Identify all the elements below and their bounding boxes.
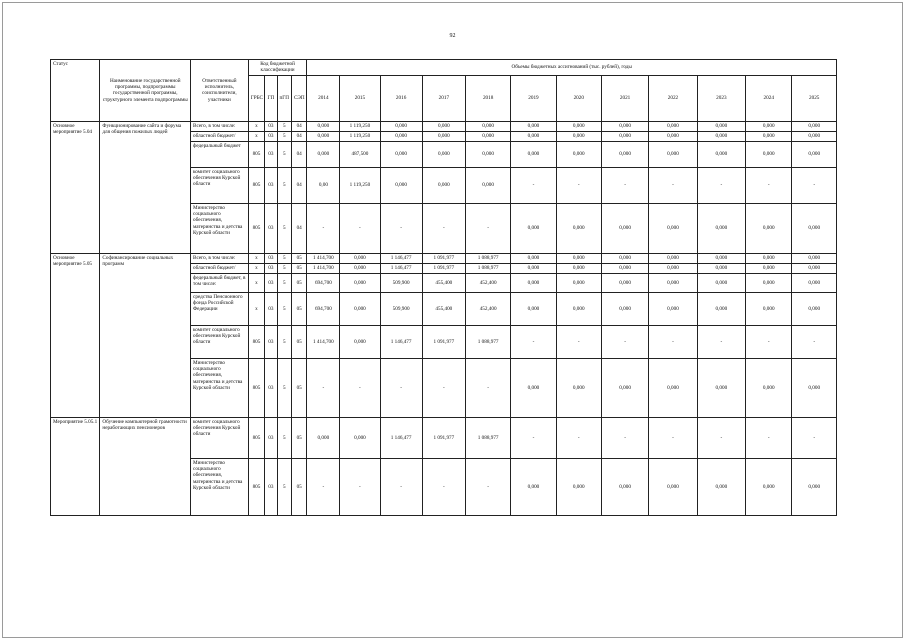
responsible-cell: комитет социального обеспечения Курской области: [191, 167, 249, 203]
amount-cell: 0,000: [649, 121, 697, 131]
code-cell: 05: [291, 358, 306, 417]
amount-cell: 0,000: [792, 273, 837, 292]
amount-cell: 1 091,977: [422, 325, 465, 358]
amount-cell: 0,000: [340, 263, 380, 273]
amount-cell: 0,000: [511, 121, 556, 131]
amount-cell: 694,700: [307, 292, 340, 325]
header-sep: СЭП: [291, 75, 306, 121]
amount-cell: 0,000: [792, 203, 837, 253]
amount-cell: 0,000: [746, 458, 792, 515]
code-cell: 805: [248, 203, 264, 253]
amount-cell: 0,000: [746, 273, 792, 292]
amount-cell: 0,000: [697, 292, 745, 325]
section-status: Мероприятие 5.05.1: [51, 417, 100, 515]
header-year: 2024: [746, 75, 792, 121]
amount-cell: 0,000: [746, 131, 792, 141]
amount-cell: 0,000: [307, 417, 340, 458]
code-cell: x: [248, 273, 264, 292]
amount-cell: -: [422, 458, 465, 515]
code-cell: 05: [291, 273, 306, 292]
amount-cell: -: [511, 325, 556, 358]
header-year: 2021: [601, 75, 648, 121]
code-cell: 03: [265, 131, 277, 141]
amount-cell: -: [556, 325, 601, 358]
header-year: 2014: [307, 75, 340, 121]
amount-cell: 0,000: [746, 358, 792, 417]
responsible-cell: Всего, в том числе:: [191, 121, 249, 131]
amount-cell: 0,000: [601, 253, 648, 263]
amount-cell: 0,000: [649, 141, 697, 167]
amount-cell: -: [556, 167, 601, 203]
amount-cell: 0,000: [697, 203, 745, 253]
amount-cell: 487,500: [340, 141, 380, 167]
code-cell: 5: [277, 131, 291, 141]
amount-cell: 0,000: [307, 131, 340, 141]
amount-cell: 1 146,477: [380, 417, 422, 458]
amount-cell: 452,400: [465, 273, 510, 292]
amount-cell: 0,000: [697, 263, 745, 273]
amount-cell: 0,000: [380, 121, 422, 131]
code-cell: 5: [277, 417, 291, 458]
amount-cell: 0,000: [422, 167, 465, 203]
amount-cell: 0,000: [601, 358, 648, 417]
section-name: Функционирование сайта и форума для общения пожилых людей: [100, 121, 191, 253]
amount-cell: -: [422, 203, 465, 253]
amount-cell: 1 146,477: [380, 263, 422, 273]
code-cell: 03: [265, 263, 277, 273]
code-cell: 03: [265, 167, 277, 203]
amount-cell: 1 091,977: [422, 253, 465, 263]
amount-cell: -: [556, 417, 601, 458]
amount-cell: -: [649, 167, 697, 203]
amount-cell: 0,000: [340, 325, 380, 358]
header-gp: ГП: [265, 75, 277, 121]
code-cell: 5: [277, 121, 291, 131]
amount-cell: 0,000: [601, 292, 648, 325]
amount-cell: 455,400: [422, 273, 465, 292]
amount-cell: -: [307, 458, 340, 515]
amount-cell: 452,400: [465, 292, 510, 325]
responsible-cell: комитет социального обеспечения Курской области: [191, 325, 249, 358]
code-cell: 03: [265, 417, 277, 458]
amount-cell: 0,000: [649, 292, 697, 325]
code-cell: 03: [265, 292, 277, 325]
amount-cell: 0,000: [465, 167, 510, 203]
header-year: 2019: [511, 75, 556, 121]
amount-cell: 0,000: [556, 292, 601, 325]
code-cell: 5: [277, 325, 291, 358]
amount-cell: 0,000: [422, 131, 465, 141]
code-cell: 03: [265, 458, 277, 515]
amount-cell: 1 088,977: [465, 417, 510, 458]
amount-cell: 0,000: [556, 203, 601, 253]
amount-cell: 0,000: [697, 141, 745, 167]
code-cell: 5: [277, 358, 291, 417]
amount-cell: -: [601, 417, 648, 458]
code-cell: 03: [265, 325, 277, 358]
code-cell: 05: [291, 292, 306, 325]
amount-cell: -: [511, 417, 556, 458]
amount-cell: -: [307, 203, 340, 253]
amount-cell: 0,000: [792, 263, 837, 273]
amount-cell: 1 088,977: [465, 253, 510, 263]
amount-cell: 455,400: [422, 292, 465, 325]
amount-cell: 694,700: [307, 273, 340, 292]
amount-cell: 0,000: [746, 292, 792, 325]
amount-cell: -: [465, 358, 510, 417]
amount-cell: 0,000: [792, 458, 837, 515]
amount-cell: 0,000: [556, 458, 601, 515]
responsible-cell: областной бюджет/: [191, 131, 249, 141]
amount-cell: 0,000: [422, 121, 465, 131]
amount-cell: 1 119,250: [340, 131, 380, 141]
code-cell: x: [248, 131, 264, 141]
amount-cell: 1 146,477: [380, 253, 422, 263]
header-year: 2018: [465, 75, 510, 121]
amount-cell: 0,000: [465, 131, 510, 141]
amount-cell: -: [465, 203, 510, 253]
amount-cell: 0,000: [792, 292, 837, 325]
amount-cell: -: [697, 167, 745, 203]
header-year: 2017: [422, 75, 465, 121]
section-status: Основное мероприятие 5.05: [51, 253, 100, 417]
amount-cell: 0,000: [307, 141, 340, 167]
amount-cell: 0,000: [511, 263, 556, 273]
amount-cell: 0,000: [792, 141, 837, 167]
responsible-cell: Министерство социального обеспечения, материнства и детства Курской области: [191, 203, 249, 253]
code-cell: 5: [277, 141, 291, 167]
amount-cell: 0,000: [556, 121, 601, 131]
amount-cell: -: [792, 417, 837, 458]
amount-cell: 0,000: [649, 358, 697, 417]
amount-cell: 1 088,977: [465, 263, 510, 273]
amount-cell: 0,000: [601, 141, 648, 167]
amount-cell: -: [697, 325, 745, 358]
amount-cell: -: [649, 325, 697, 358]
amount-cell: 1 119,250: [340, 167, 380, 203]
table-row: [51, 417, 837, 458]
section-status: Основное мероприятие 5.04: [51, 121, 100, 253]
amount-cell: 0,000: [465, 141, 510, 167]
code-cell: 5: [277, 273, 291, 292]
header-year: 2015: [340, 75, 380, 121]
code-cell: 05: [291, 417, 306, 458]
amount-cell: -: [746, 167, 792, 203]
code-cell: 04: [291, 121, 306, 131]
amount-cell: 0,000: [601, 203, 648, 253]
amount-cell: -: [380, 203, 422, 253]
code-cell: 04: [291, 141, 306, 167]
amount-cell: -: [601, 167, 648, 203]
amount-cell: 0,000: [556, 141, 601, 167]
amount-cell: 0,000: [511, 458, 556, 515]
code-cell: 04: [291, 131, 306, 141]
code-cell: 805: [248, 458, 264, 515]
amount-cell: 0,000: [792, 131, 837, 141]
code-cell: 03: [265, 203, 277, 253]
amount-cell: 0,000: [601, 131, 648, 141]
amount-cell: -: [380, 358, 422, 417]
amount-cell: 0,000: [649, 131, 697, 141]
responsible-cell: областной бюджет/: [191, 263, 249, 273]
header-status: Статус: [51, 60, 100, 122]
code-cell: 5: [277, 253, 291, 263]
code-cell: x: [248, 253, 264, 263]
amount-cell: 0,000: [380, 131, 422, 141]
header-year: 2016: [380, 75, 422, 121]
amount-cell: 0,000: [601, 273, 648, 292]
responsible-cell: Министерство социального обеспечения, материнства и детства Курской области: [191, 358, 249, 417]
responsible-cell: федеральный бюджет: [191, 141, 249, 167]
code-cell: 04: [291, 203, 306, 253]
code-cell: 5: [277, 458, 291, 515]
amount-cell: 0,000: [697, 131, 745, 141]
amount-cell: -: [465, 458, 510, 515]
responsible-cell: Министерство социального обеспечения, материнства и детства Курской области: [191, 458, 249, 515]
header-grbs: ГРБС: [248, 75, 264, 121]
amount-cell: 0,000: [649, 203, 697, 253]
amount-cell: 1 119,250: [340, 121, 380, 131]
amount-cell: -: [697, 417, 745, 458]
amount-cell: 0,000: [340, 417, 380, 458]
code-cell: 5: [277, 203, 291, 253]
amount-cell: 0,000: [511, 131, 556, 141]
header-year: 2025: [792, 75, 837, 121]
amount-cell: 1 414,700: [307, 263, 340, 273]
header-year: 2023: [697, 75, 745, 121]
amount-cell: 0,000: [340, 273, 380, 292]
code-cell: 5: [277, 263, 291, 273]
amount-cell: 0,000: [697, 121, 745, 131]
amount-cell: 0,000: [649, 273, 697, 292]
budget-table: [50, 59, 837, 516]
amount-cell: -: [792, 325, 837, 358]
amount-cell: 0,000: [649, 253, 697, 263]
amount-cell: 0,000: [697, 458, 745, 515]
code-cell: 05: [291, 253, 306, 263]
amount-cell: 0,000: [649, 458, 697, 515]
amount-cell: 1 146,477: [380, 325, 422, 358]
code-cell: 03: [265, 121, 277, 131]
amount-cell: 0,000: [511, 203, 556, 253]
amount-cell: 0,000: [556, 273, 601, 292]
amount-cell: 0,000: [746, 203, 792, 253]
header-responsible: Ответственный исполнитель, соисполнители, участники: [191, 60, 249, 122]
amount-cell: 0,000: [792, 358, 837, 417]
header-pgp: пГП: [277, 75, 291, 121]
header-year: 2022: [649, 75, 697, 121]
responsible-cell: Всего, в том числе:: [191, 253, 249, 263]
amount-cell: 0,000: [697, 253, 745, 263]
amount-cell: 0,000: [746, 263, 792, 273]
header-amounts-group: Объемы бюджетных ассигнований (тыс. рублей), годы: [307, 60, 837, 76]
amount-cell: -: [511, 167, 556, 203]
page-number: 92: [449, 33, 456, 39]
amount-cell: 0,000: [556, 253, 601, 263]
amount-cell: -: [340, 458, 380, 515]
amount-cell: 509,900: [380, 273, 422, 292]
code-cell: 805: [248, 358, 264, 417]
amount-cell: -: [340, 203, 380, 253]
amount-cell: -: [746, 417, 792, 458]
code-cell: x: [248, 121, 264, 131]
amount-cell: 1 088,977: [465, 325, 510, 358]
amount-cell: 0,000: [697, 273, 745, 292]
amount-cell: 0,000: [697, 358, 745, 417]
table-row: [51, 121, 837, 131]
amount-cell: 0,000: [746, 253, 792, 263]
amount-cell: 0,000: [511, 253, 556, 263]
amount-cell: 0,000: [422, 141, 465, 167]
amount-cell: 0,000: [792, 121, 837, 131]
amount-cell: -: [422, 358, 465, 417]
code-cell: 805: [248, 167, 264, 203]
amount-cell: -: [340, 358, 380, 417]
responsible-cell: федеральный бюджет, в том числе:: [191, 273, 249, 292]
amount-cell: 0,000: [556, 263, 601, 273]
amount-cell: 0,000: [792, 253, 837, 263]
code-cell: 5: [277, 292, 291, 325]
amount-cell: 0,000: [465, 121, 510, 131]
amount-cell: 0,000: [649, 263, 697, 273]
amount-cell: 0,000: [380, 141, 422, 167]
code-cell: 03: [265, 273, 277, 292]
amount-cell: -: [380, 458, 422, 515]
section-name: Обучение компьютерной грамотности неработающих пенсионеров: [100, 417, 191, 515]
amount-cell: 0,000: [556, 131, 601, 141]
amount-cell: 0,000: [511, 358, 556, 417]
amount-cell: -: [746, 325, 792, 358]
code-cell: 05: [291, 263, 306, 273]
amount-cell: 0,000: [307, 121, 340, 131]
amount-cell: 0,00: [307, 167, 340, 203]
code-cell: 05: [291, 325, 306, 358]
amount-cell: -: [649, 417, 697, 458]
amount-cell: 0,000: [601, 263, 648, 273]
code-cell: 5: [277, 167, 291, 203]
code-cell: 03: [265, 253, 277, 263]
code-cell: x: [248, 292, 264, 325]
amount-cell: 0,000: [380, 167, 422, 203]
code-cell: x: [248, 263, 264, 273]
amount-cell: -: [792, 167, 837, 203]
amount-cell: 0,000: [556, 358, 601, 417]
responsible-cell: средства Пенсионного фонда Российской Федерации: [191, 292, 249, 325]
amount-cell: 0,000: [511, 292, 556, 325]
amount-cell: 0,000: [511, 273, 556, 292]
amount-cell: 1 414,700: [307, 325, 340, 358]
amount-cell: 1 091,977: [422, 263, 465, 273]
table-row: [51, 253, 837, 263]
code-cell: 03: [265, 141, 277, 167]
section-name: Софинансирование социальных программ: [100, 253, 191, 417]
header-name: Наименование государственной программы, подпрограммы государственной программы, структурного элемента подпрограммы: [100, 60, 191, 122]
amount-cell: 0,000: [601, 458, 648, 515]
amount-cell: 1 091,977: [422, 417, 465, 458]
code-cell: 805: [248, 141, 264, 167]
amount-cell: 0,000: [746, 121, 792, 131]
responsible-cell: комитет социального обеспечения Курской области: [191, 417, 249, 458]
amount-cell: 0,000: [511, 141, 556, 167]
amount-cell: -: [601, 325, 648, 358]
code-cell: 03: [265, 358, 277, 417]
code-cell: 04: [291, 167, 306, 203]
amount-cell: 0,000: [340, 292, 380, 325]
amount-cell: 0,000: [340, 253, 380, 263]
amount-cell: 1 414,700: [307, 253, 340, 263]
header-year: 2020: [556, 75, 601, 121]
code-cell: 05: [291, 458, 306, 515]
amount-cell: 509,900: [380, 292, 422, 325]
code-cell: 805: [248, 325, 264, 358]
amount-cell: 0,000: [601, 121, 648, 131]
header-code-group: Код бюджетной классификации: [248, 60, 307, 76]
amount-cell: 0,000: [746, 141, 792, 167]
code-cell: 805: [248, 417, 264, 458]
amount-cell: -: [307, 358, 340, 417]
